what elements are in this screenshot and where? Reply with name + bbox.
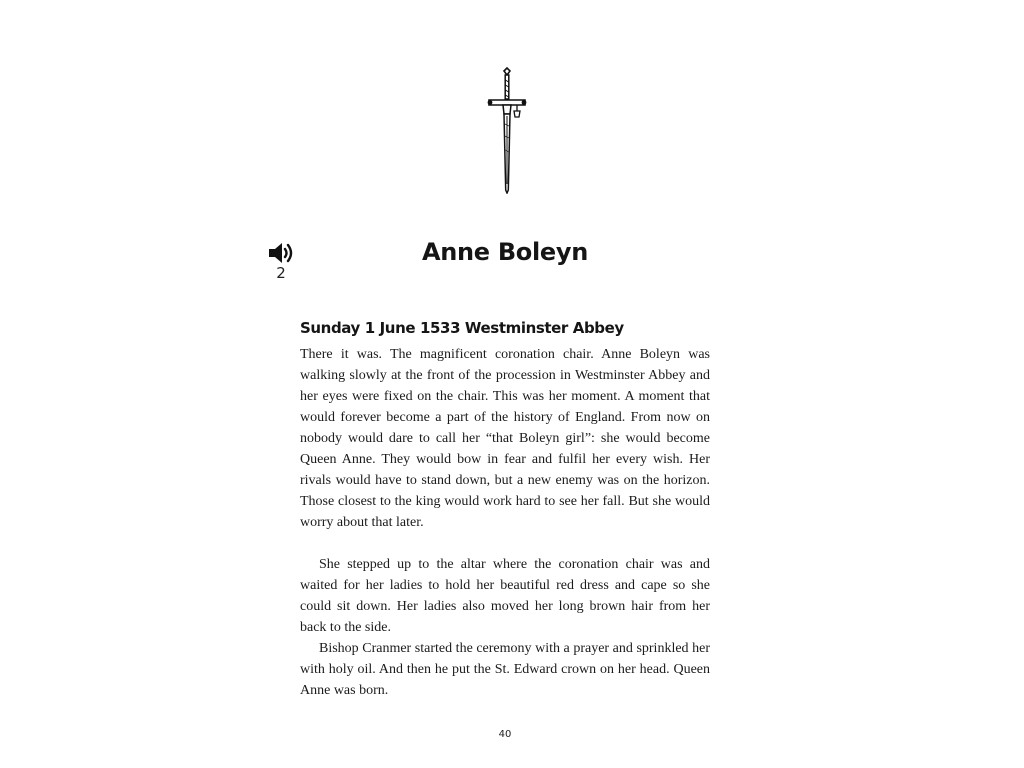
paragraph-1: There it was. The magnificent coronation chair. Anne Boleyn was walking slowly at the front of the procession in Westminster Abbey and her eyes were fixed on the chair. This was her moment. A moment that would forever become a part of the history of England. From now on nobody would dare to call her “that Boleyn girl”: she would become Queen Anne. They would bow in fear and fulfil her every wish. Her rivals would have to stand down, but a new enemy was on the horizon. Those closest to the king would work hard to see her fall. But she would worry about that later. (300, 347, 710, 530)
sword-icon (486, 66, 528, 194)
paragraph-3: Bishop Cranmer started the ceremony with a prayer and sprinkled her with holy oil. And then he put the St. Edward crown on her head. Queen Anne was born. (300, 641, 710, 698)
speaker-icon[interactable] (267, 241, 295, 265)
page-number: 40 (498, 729, 512, 740)
section-heading: Sunday 1 June 1533 Westminster Abbey (300, 319, 624, 337)
chapter-title: Anne Boleyn (421, 238, 589, 266)
audio-track-marker[interactable] (266, 241, 296, 283)
audio-track-number: 2 (276, 264, 286, 282)
body-text (300, 344, 710, 701)
paragraph-2: She stepped up to the altar where the coronation chair was and waited for her ladies to hold her beautiful red dress and cape so she could sit down. Her ladies also moved her long brown hair from her back to the side. (300, 557, 710, 635)
